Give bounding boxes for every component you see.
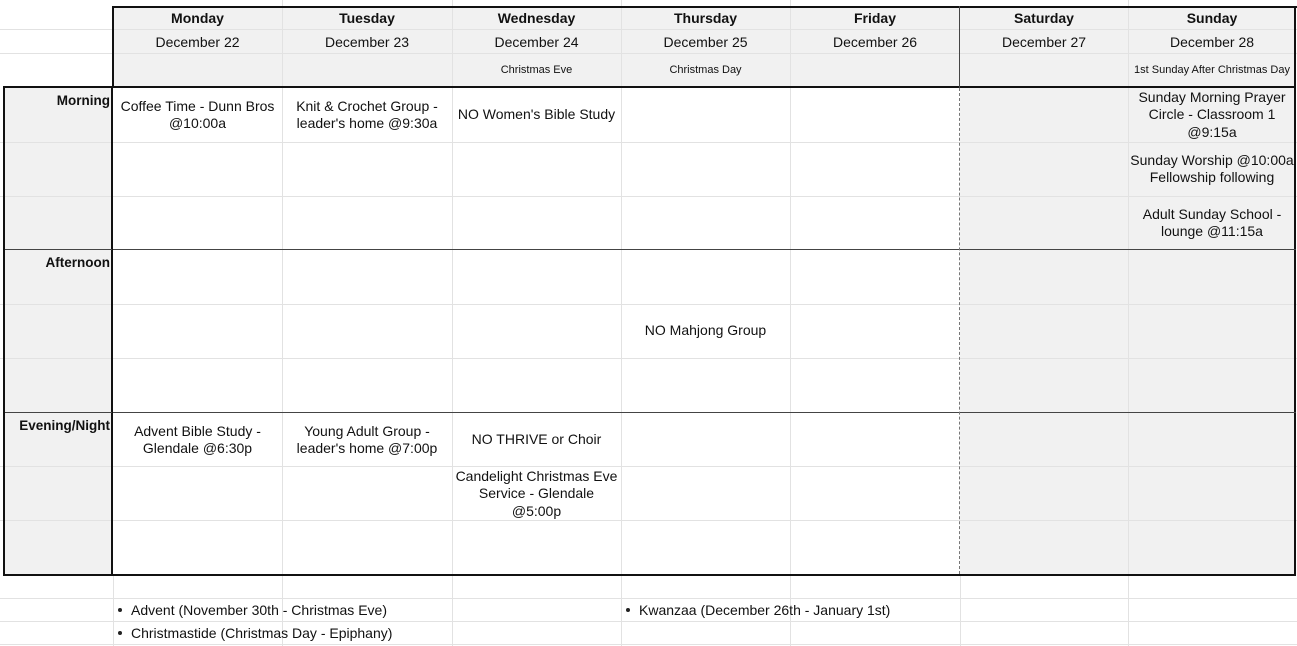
day-header-thursday: Thursday [673,10,737,26]
date-wednesday: December 24 [494,33,579,50]
date-monday: December 22 [155,33,240,50]
event-wednesday-evening-candlelight-service[interactable]: Candelight Christmas Eve Service - Glendale @5:00p [455,467,618,519]
occasion-thursday: Christmas Day [669,63,742,76]
date-tuesday: December 23 [324,33,410,50]
event-thursday-afternoon-mahjong[interactable]: NO Mahjong Group [644,322,767,339]
day-header-wednesday: Wednesday [497,10,576,26]
period-label-morning: Morning [56,93,110,108]
day-header-tuesday: Tuesday [339,10,395,26]
season-kwanzaa-text: Kwanzaa (December 26th - January 1st) [639,602,891,618]
season-advent-text: Advent (November 30th - Christmas Eve) [131,602,387,618]
occasion-sunday: 1st Sunday After Christmas Day [1134,63,1290,76]
day-header-monday: Monday [171,10,224,26]
event-tuesday-evening-young-adult-group[interactable]: Young Adult Group - leader's home @7:00p [296,422,438,456]
season-note-advent [118,599,387,621]
event-sunday-morning-prayer-circle[interactable]: Sunday Morning Prayer Circle - Classroom 1 @9:15a [1138,88,1286,140]
period-label-evening-night: Evening/Night [19,418,110,433]
event-sunday-school[interactable]: Adult Sunday School - lounge @11:15a [1142,205,1282,239]
date-sunday: December 28 [1169,33,1255,50]
date-friday: December 26 [832,33,918,50]
season-note-kwanzaa [626,599,890,621]
event-sunday-worship[interactable]: Sunday Worship @10:00a Fellowship following [1130,151,1294,185]
label-column-shading [5,87,113,575]
period-label-afternoon: Afternoon [45,255,110,270]
day-header-friday: Friday [853,10,896,26]
day-header-sunday: Sunday [1186,10,1238,26]
event-wednesday-morning-womens-bible-study[interactable]: NO Women's Bible Study [457,106,616,123]
bullet-icon [626,608,630,612]
bullet-icon [118,631,122,635]
date-saturday: December 27 [1001,33,1087,50]
season-christmastide-text: Christmastide (Christmas Day - Epiphany) [131,625,393,641]
event-monday-morning-coffee-time[interactable]: Coffee Time - Dunn Bros @10:00a [120,97,275,131]
occasion-wednesday: Christmas Eve [500,63,573,76]
event-tuesday-morning-knit-crochet[interactable]: Knit & Crochet Group - leader's home @9:30a [296,97,438,131]
day-header-saturday: Saturday [1014,10,1074,26]
event-wednesday-evening-thrive-choir[interactable]: NO THRIVE or Choir [471,431,602,448]
event-monday-evening-advent-bible-study[interactable]: Advent Bible Study - Glendale @6:30p [134,422,261,456]
season-note-christmastide [118,622,392,644]
date-thursday: December 25 [663,33,748,50]
bullet-icon [118,608,122,612]
